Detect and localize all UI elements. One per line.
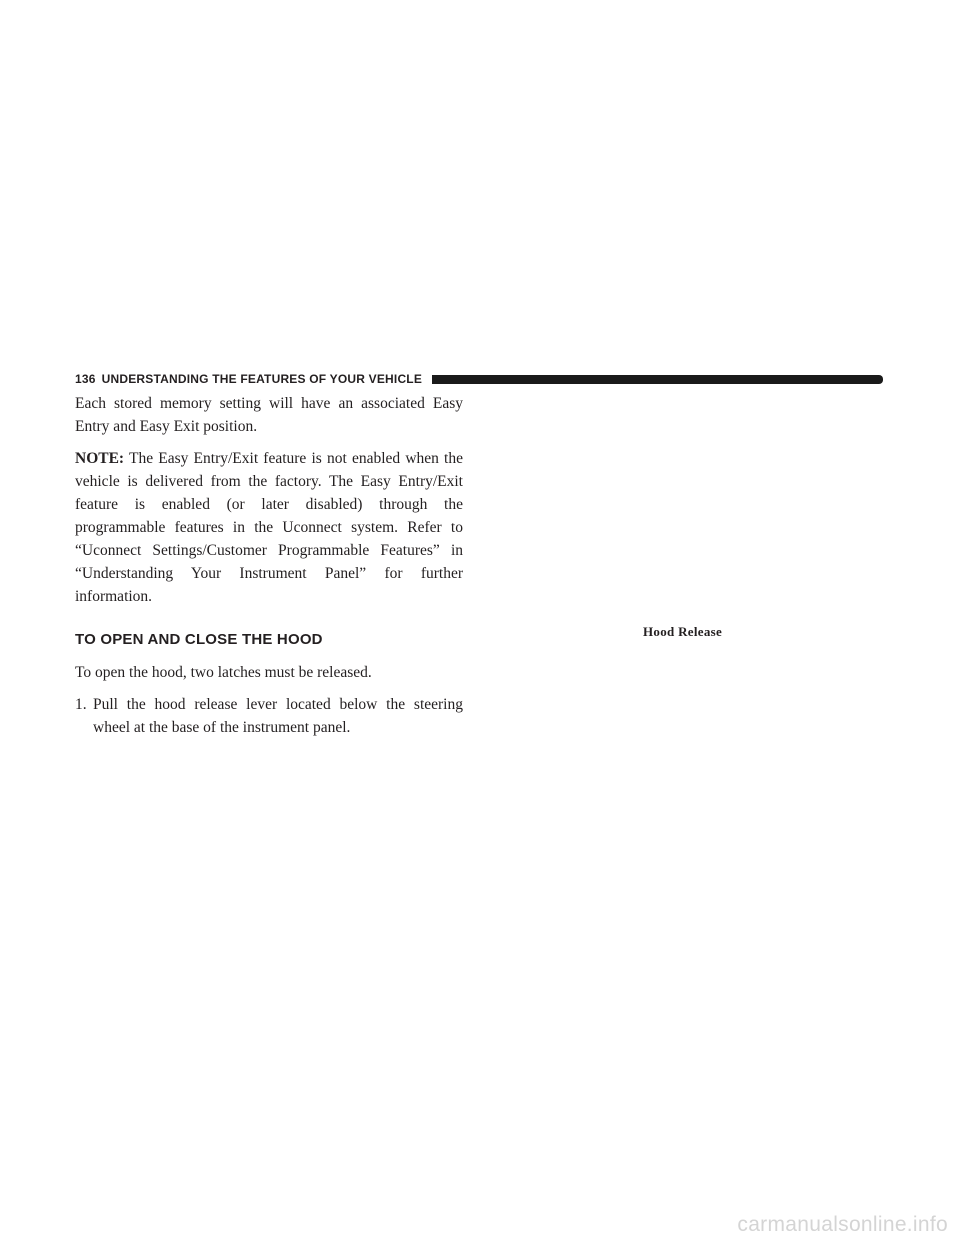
note-label: NOTE: bbox=[75, 450, 125, 467]
step-number: 1. bbox=[75, 696, 87, 713]
section-heading: TO OPEN AND CLOSE THE HOOD bbox=[75, 631, 323, 648]
section-intro: To open the hood, two latches must be released. bbox=[75, 664, 372, 681]
figure-caption: Hood Release bbox=[643, 624, 723, 639]
left-column bbox=[75, 392, 463, 739]
step-item bbox=[75, 693, 463, 739]
header-rule bbox=[432, 375, 883, 384]
note-paragraph bbox=[75, 447, 463, 608]
page-number: 136 bbox=[75, 372, 96, 386]
watermark: carmanualsonline.info bbox=[737, 1213, 948, 1236]
step-text: Pull the hood release lever located below the steering wheel at the base of the instrument panel. bbox=[93, 696, 463, 736]
note-text: The Easy Entry/Exit feature is not enabled when the vehicle is delivered from the factory. The Easy Entry/Exit feature is enabled (or later disabled) through the programmable features in the Uconnect system. Refer to “Uconnect Settings/Customer Programmable Features” in “Understanding Your Instrument Panel” for further information. bbox=[75, 450, 463, 605]
hood-release-figure bbox=[495, 392, 883, 617]
running-title: UNDERSTANDING THE FEATURES OF YOUR VEHICLE bbox=[101, 372, 423, 386]
intro-paragraph: Each stored memory setting will have an associated Easy Entry and Easy Exit position. bbox=[75, 395, 463, 435]
page-header bbox=[75, 371, 883, 387]
